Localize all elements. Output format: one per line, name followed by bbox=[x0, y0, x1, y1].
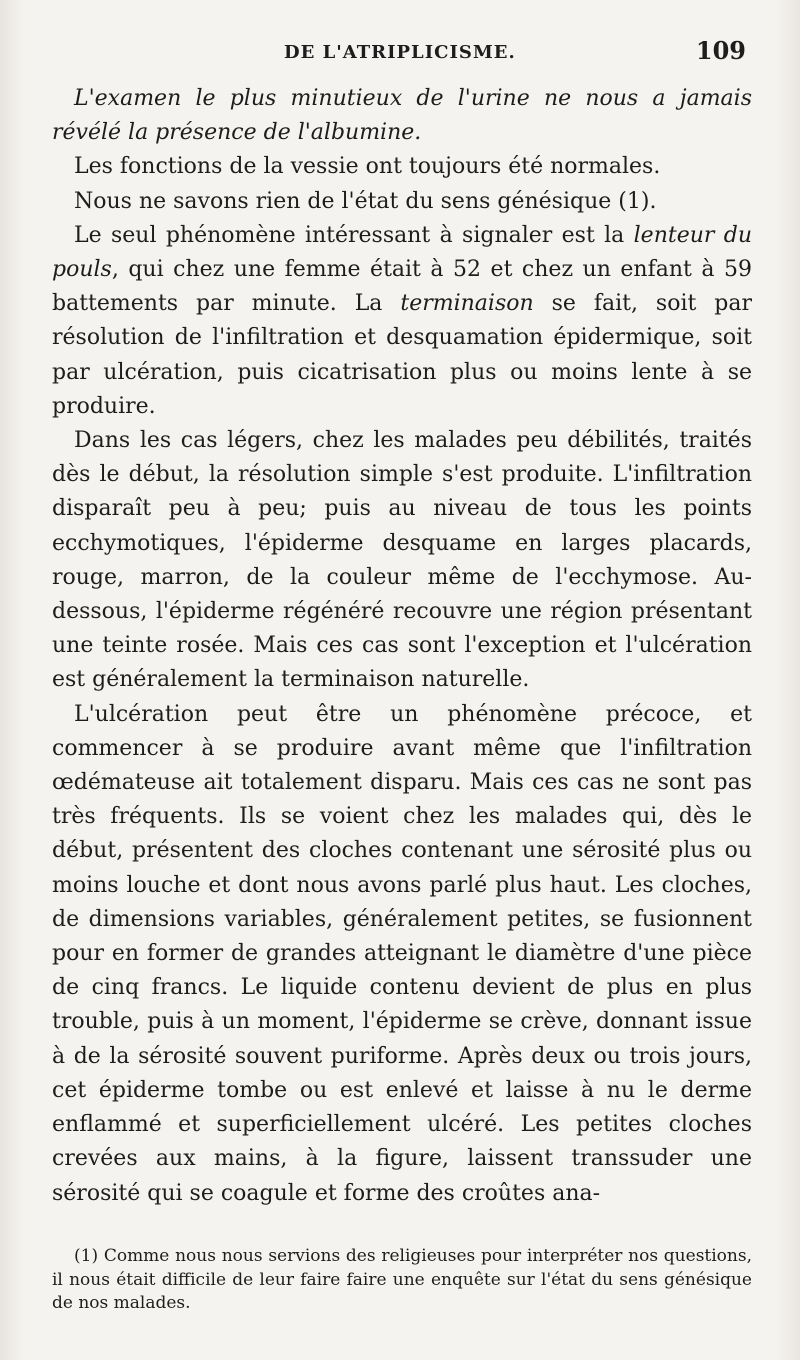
paragraph-genesic-sense: Nous ne savons rien de l'état du sens génésique (1). bbox=[74, 188, 657, 214]
page-number: 109 bbox=[695, 36, 746, 65]
text-segment: Le seul phénomène intéressant à signaler est la bbox=[74, 222, 634, 248]
paragraph-urine-exam bbox=[52, 82, 752, 150]
text-segment: se fait, soit par résolution de l'infiltration et desquamation épidermique, soit par ulcération, puis cicatrisation plus ou moins lente à se produire. bbox=[52, 291, 752, 419]
italic-text: L'examen le plus minutieux de l'urine ne nous a jamais révélé la présence de l'albumine. bbox=[52, 86, 752, 146]
running-head bbox=[52, 36, 756, 72]
italic-term-pulse: lenteur du pouls bbox=[52, 222, 753, 283]
paragraph-ulceration: L'ulcération peut être un phénomène précoce, et commencer à se produire avant même que l'infiltration œdémateuse ait totalement disparu. Mais ces cas ne sont pas très fréquents. Ils se voient chez les malades qui, dès le début, présentent des cloches contenant une sérosité plus ou moins louche et dont nous avons parlé plus haut. Les cloches, de dimensions variables, généralement petites, se fusionnent pour en former de grandes atteignant le diamètre d'une pièce de cinq francs. Le liquide contenu devient de plus en plus trouble, puis à un moment, l'épiderme se crève, donnant issue à de la sérosité souvent puriforme. Après deux ou trois jours, cet épiderme tombe ou est enlevé et laisse à nu le derme enflammé et superficiellement ulcéré. Les petites cloches crevées aux mains, à la figure, laissent transsuder une sérosité qui se coagule et forme des croûtes ana- bbox=[52, 701, 752, 1206]
running-title: DE L'ATRIPLICISME. bbox=[284, 42, 516, 63]
body-text bbox=[52, 82, 752, 1211]
footnote: (1) Comme nous nous servions des religieuses pour interpréter nos questions, il nous était difficile de leur faire faire une enquête sur l'état du sens génésique de nos malades. bbox=[52, 1246, 752, 1313]
paragraph-pulse bbox=[52, 219, 752, 424]
paragraph-light-cases: Dans les cas légers, chez les malades peu débilités, traités dès le début, la résolution simple s'est produite. L'infiltration disparaît peu à peu; puis au niveau de tous les points ecchymotiques, l'épiderme desquame en larges placards, rouge, marron, de la couleur même de l'ecchymose. Au-dessous, l'épiderme régénéré recouvre une région présentant une teinte rosée. Mais ces cas sont l'exception et l'ulcération est généralement la terminaison naturelle. bbox=[52, 428, 752, 693]
paragraph-bladder: Les fonctions de la vessie ont toujours été normales. bbox=[74, 154, 661, 180]
italic-term-termination: terminaison bbox=[400, 291, 534, 317]
text-segment: , qui chez une femme était à 52 et chez un enfant à 59 battements par minute. La bbox=[52, 257, 752, 317]
